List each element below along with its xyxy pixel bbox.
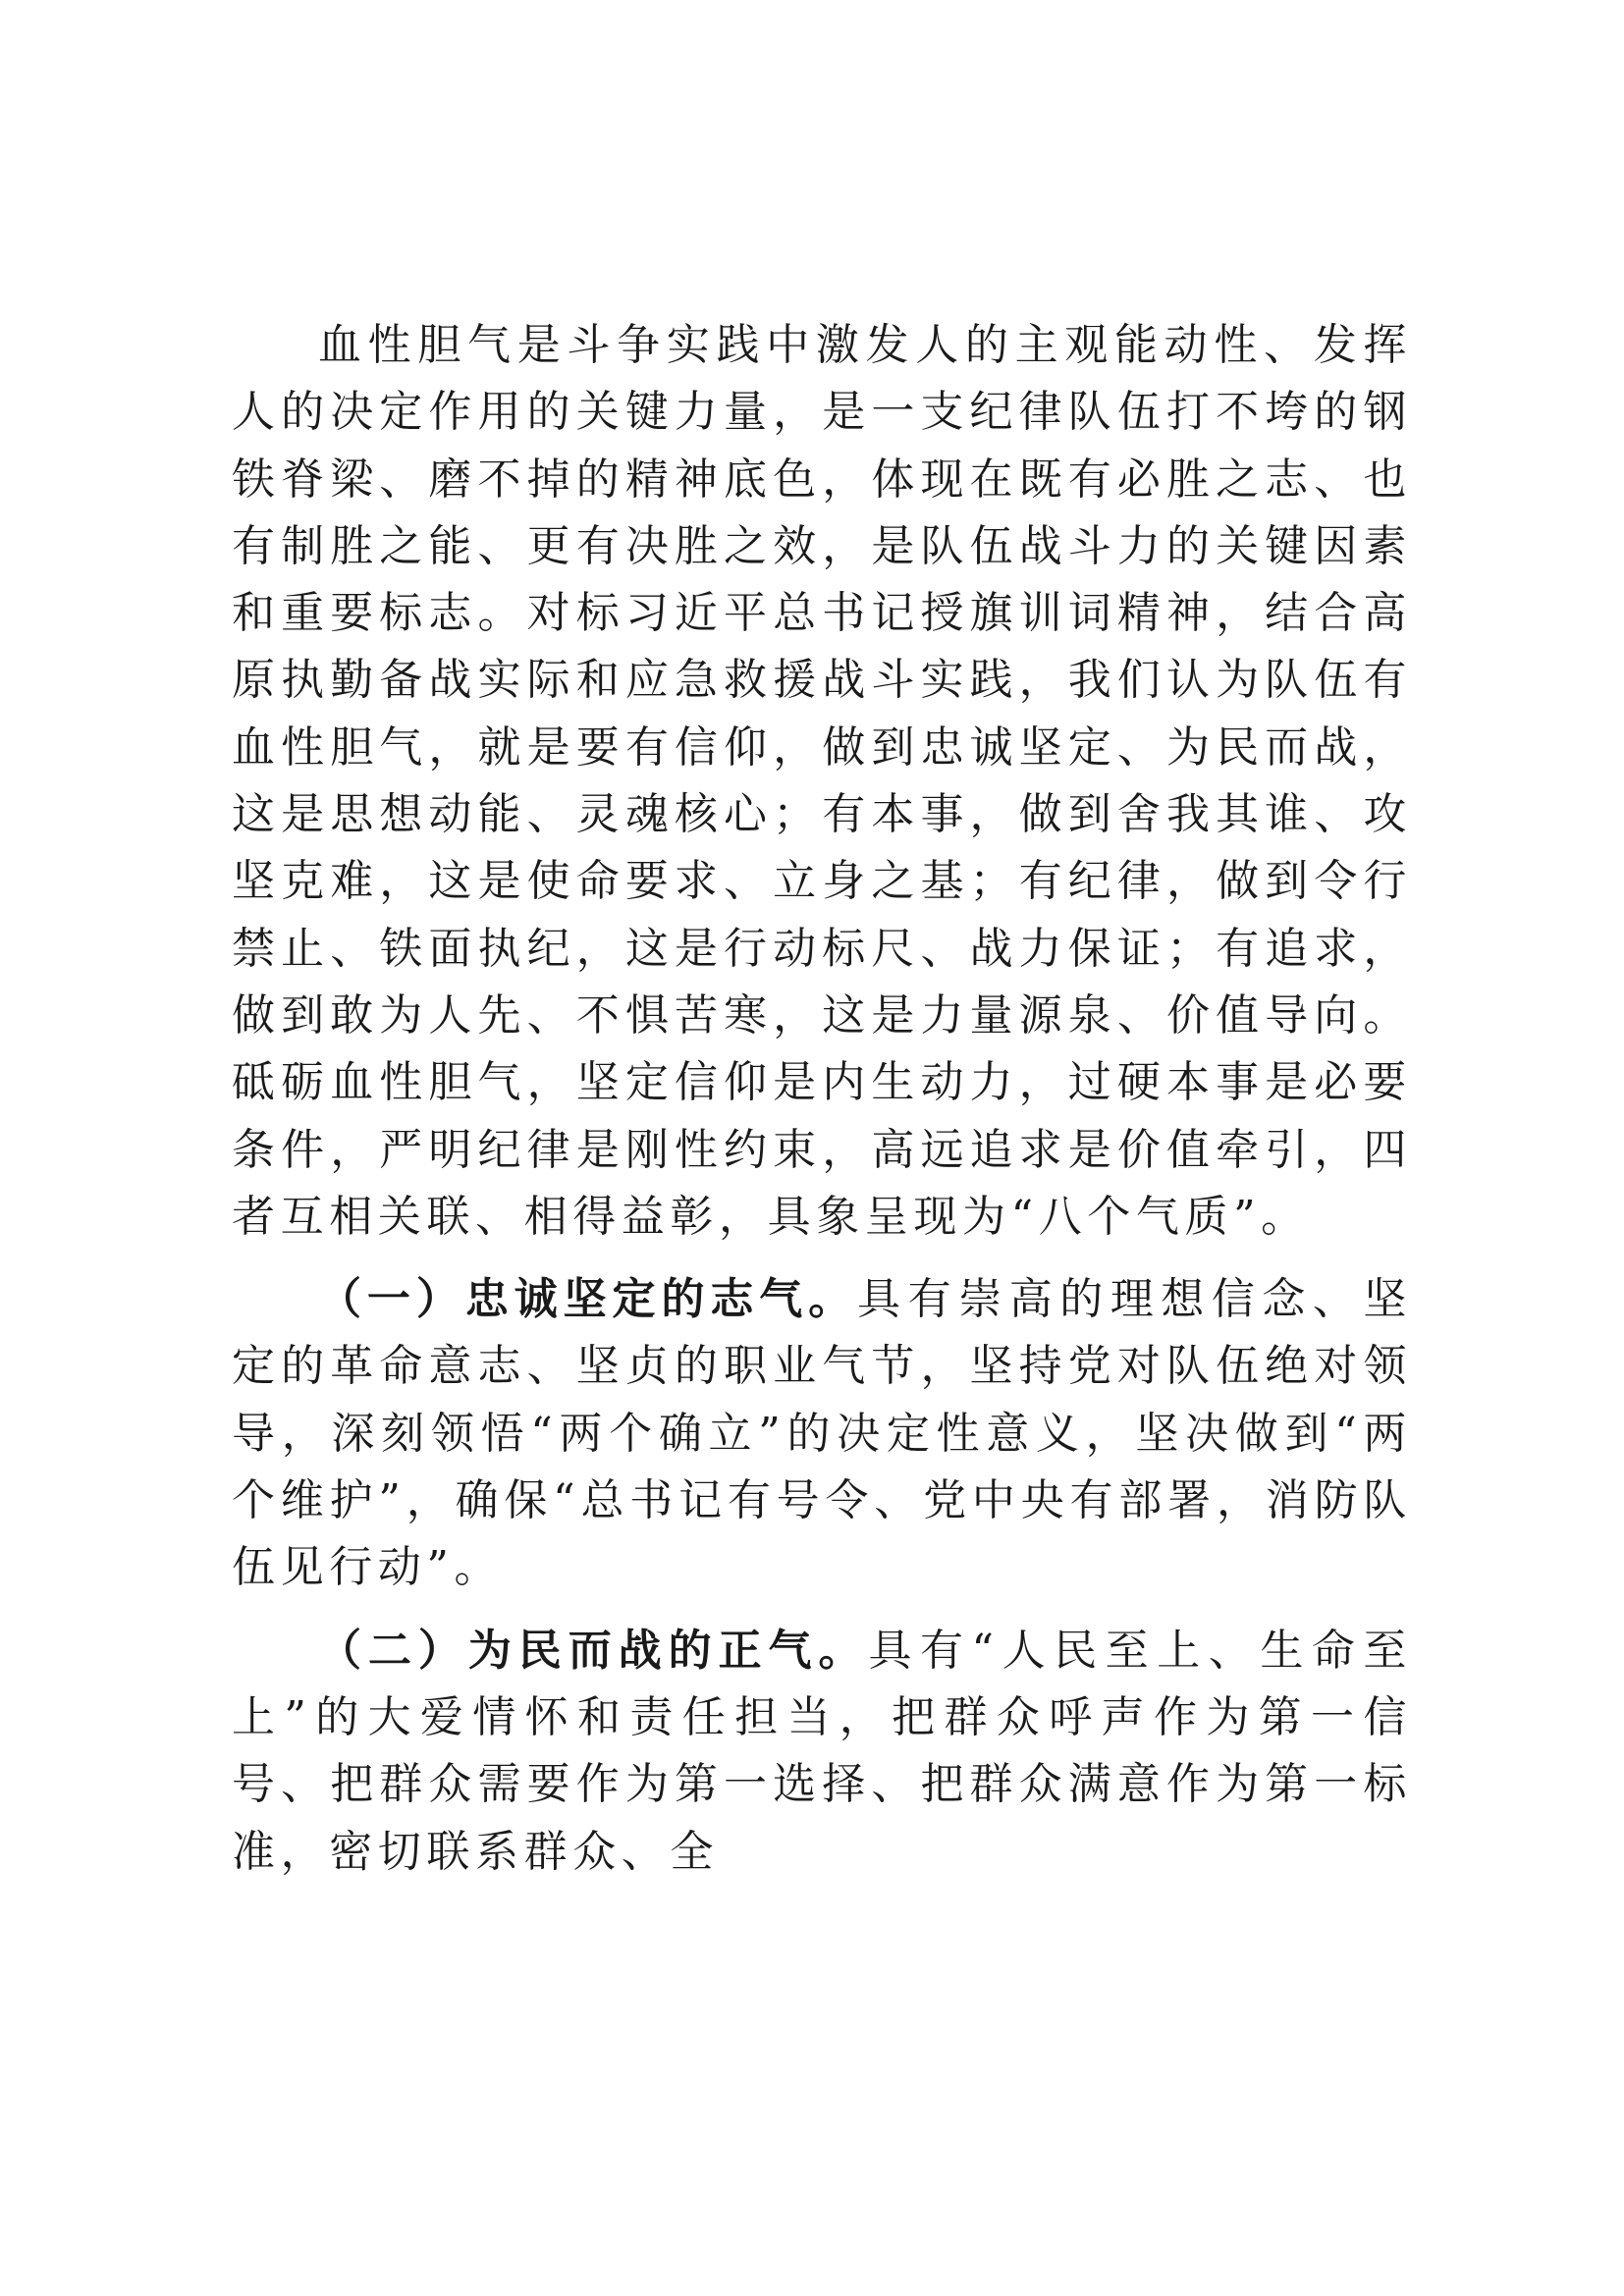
section-2-text: 具有“人民至上、生命至上”的大爱情怀和责任担当，把群众呼声作为第一信号、把群众需要作为第一选择、把群众满意作为第一标准，密切联系群众、全 (232, 1625, 1413, 1877)
section-1-heading: （一）忠诚坚定的志气。 (318, 1274, 858, 1325)
paragraph-intro-text: 血性胆气是斗争实践中激发人的主观能动性、发挥人的决定作用的关键力量，是一支纪律队伍打不垮的钢铁脊梁、磨不掉的精神底色，体现在既有必胜之志、也有制胜之能、更有决胜之效，是队伍战斗力的关键因素和重要标志。对标习近平总书记授旗训词精神，结合高原执勤备战实际和应急救援战斗实践，我们认为队伍有血性胆气，就是要有信仰，做到忠诚坚定、为民而战，这是思想动能、灵魂核心；有本事，做到舍我其谁、攻坚克难，这是使命要求、立身之基；有纪律，做到令行禁止、铁面执纪，这是行动标尺、战力保证；有追求，做到敢为人先、不惧苦寒，这是力量源泉、价值导向。砥砺血性胆气，坚定信仰是内生动力，过硬本事是必要条件，严明纪律是刚性约束，高远追求是价值牵引，四者互相关联、相得益彰，具象呈现为“八个气质”。 (232, 320, 1412, 1242)
section-1-text: 具有崇高的理想信念、坚定的革命意志、坚贞的职业气节，坚持党对队伍绝对领导，深刻领悟“两个确立”的决定性意义，坚决做到“两个维护”，确保“总书记有号令、党中央有部署，消防队伍见行动”。 (232, 1274, 1412, 1593)
document-body (232, 312, 1412, 1886)
section-2-heading: （二）为民而战的正气。 (318, 1625, 869, 1676)
paragraph-section-2 (232, 1618, 1412, 1886)
paragraph-intro (232, 312, 1412, 1251)
paragraph-section-1 (232, 1266, 1412, 1601)
